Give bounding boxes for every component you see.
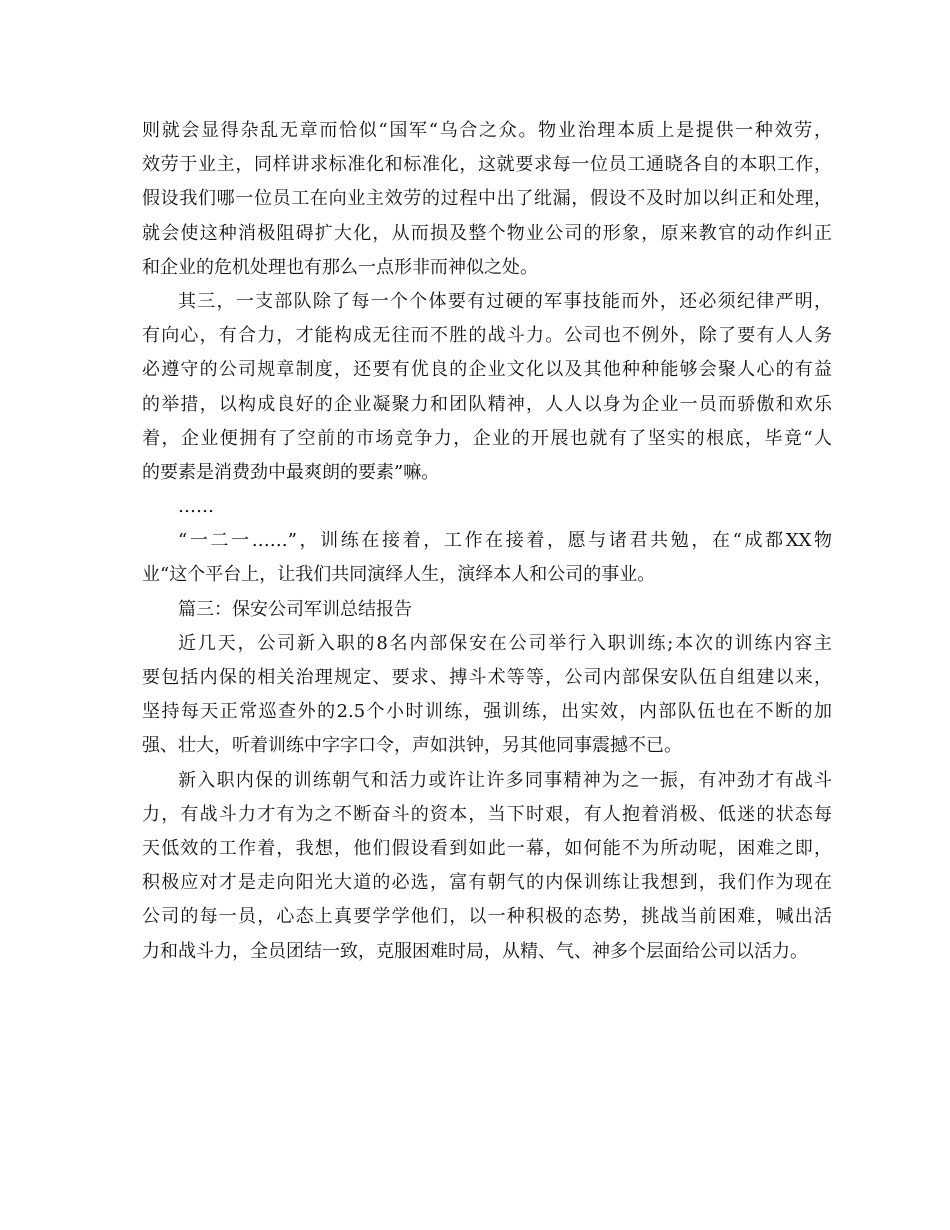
text-line: 其三，一支部队除了每一个个体要有过硬的军事技能而外，还必须纪律严明， [178, 290, 832, 312]
text-line: 近几天，公司新入职的8名内部保安在公司举行入职训练;本次的训练内容主 [178, 632, 832, 654]
text-line: 则就会显得杂乱无章而恰似“国军“乌合之众。物业治理本质上是提供一种效劳， [142, 120, 832, 141]
text-line: 坚持每天正常巡查外的2.5个小时训练，强训练，出实效，内部队伍也在不断的加 [142, 701, 832, 723]
text-line: 就会使这种消极阻碍扩大化，从而损及整个物业公司的形象，原来教官的动作纠正 [142, 222, 832, 244]
text-line: 积极应对才是走向阳光大道的必选，富有朝气的内保训练让我想到，我们作为现在 [142, 872, 832, 894]
text-line: …… [178, 496, 214, 518]
text-line: 天低效的工作着，我想，他们假设看到如此一幕，如何能不为所动呢，困难之即， [142, 837, 832, 859]
text-line: 强、壮大，听着训练中字字口令，声如洪钟，另其他同事震撼不已。 [142, 735, 682, 757]
text-line: 效劳于业主，同样讲求标准化和标准化，这就要求每一位员工通晓各自的本职工作， [142, 154, 832, 176]
text-line: 新入职内保的训练朝气和活力或许让许多同事精神为之一振，有冲劲才有战斗 [178, 769, 832, 791]
text-line: 的举措，以构成良好的企业凝聚力和团队精神，人人以身为企业一员而骄傲和欢乐 [142, 393, 832, 415]
text-line: 篇三：保安公司军训总结报告 [178, 598, 412, 620]
text-line: 必遵守的公司规章制度，还要有优良的企业文化以及其他种种能够会聚人心的有益 [142, 359, 832, 381]
text-line: 业“这个平台上，让我们共同演绎人生，演绎本人和公司的事业。 [142, 564, 656, 586]
text-line: 有向心，有合力，才能构成无往而不胜的战斗力。公司也不例外，除了要有人人务 [142, 325, 832, 347]
text-line: 力和战斗力，全员团结一致，克服困难时局，从精、气、神多个层面给公司以活力。 [142, 940, 808, 962]
text-line: 的要素是消费劲中最爽朗的要素”嘛。 [142, 461, 440, 483]
text-line: 着，企业便拥有了空前的市场竞争力，企业的开展也就有了坚实的根底，毕竟“人 [142, 427, 832, 449]
text-line: 假设我们哪一位员工在向业主效劳的过程中出了纰漏，假设不及时加以纠正和处理， [142, 188, 832, 210]
text-line: “一二一……”，训练在接着，工作在接着，愿与诸君共勉，在“成都XX物 [178, 530, 832, 552]
text-line: 和企业的危机处理也有那么一点形非而神似之处。 [142, 256, 538, 278]
document-body [142, 114, 832, 969]
text-line: 力，有战斗力才有为之不断奋斗的资本，当下时艰，有人抱着消极、低迷的状态每 [142, 803, 832, 825]
text-line: 公司的每一员，心态上真要学学他们，以一种积极的态势，挑战当前困难，喊出活 [142, 906, 832, 928]
text-line: 要包括内保的相关治理规定、要求、搏斗术等等，公司内部保安队伍自组建以来， [142, 667, 832, 688]
